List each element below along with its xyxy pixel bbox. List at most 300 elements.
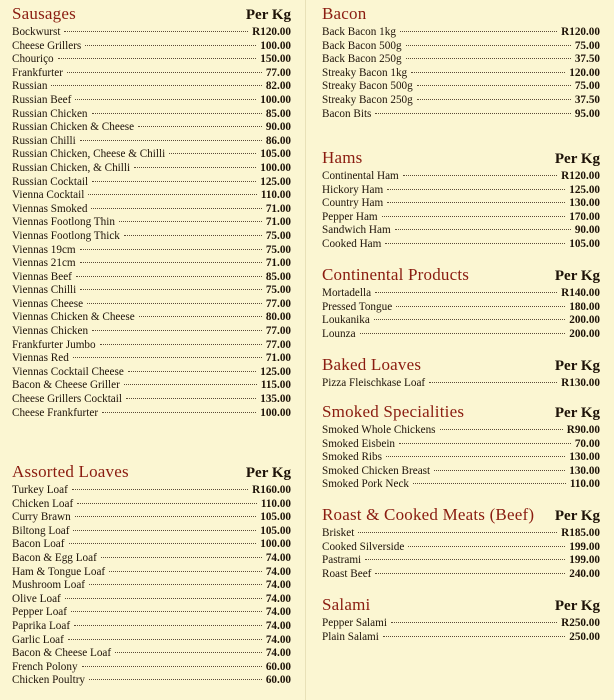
item-price: 74.00: [265, 592, 291, 605]
menu-item-row: [322, 94, 600, 108]
dot-leader: [403, 175, 557, 176]
dot-leader: [58, 58, 257, 59]
item-name: Bockwurst: [12, 26, 61, 38]
dot-leader: [383, 636, 565, 637]
menu-item-row: [12, 511, 291, 525]
section-title: Sausages: [12, 4, 76, 23]
item-price: 75.00: [574, 39, 600, 52]
dot-leader: [82, 666, 262, 667]
item-price: 90.00: [574, 224, 600, 237]
menu-item-row: [12, 393, 291, 407]
item-price: 80.00: [265, 311, 291, 324]
section-roast-cooked-meats: [322, 505, 600, 581]
item-name: Russian Cocktail: [12, 175, 89, 188]
dot-leader: [400, 31, 557, 32]
dot-leader: [65, 598, 262, 599]
dot-leader: [64, 31, 248, 32]
dot-leader: [128, 371, 256, 372]
item-price: 130.00: [569, 197, 600, 210]
item-price: 250.00: [569, 630, 600, 643]
item-name: Smoked Whole Chickens: [322, 424, 436, 436]
item-name: Viennas 21cm: [12, 257, 76, 270]
item-name: Pepper Loaf: [12, 606, 67, 619]
item-price: 90.00: [265, 121, 291, 134]
item-name: Russian Chicken, Cheese & Chilli: [12, 148, 166, 161]
item-price: 115.00: [260, 379, 291, 392]
item-name: Viennas Cocktail Cheese: [12, 365, 124, 378]
item-name: Smoked Pork Neck: [322, 478, 410, 491]
item-name: Pepper Salami: [322, 617, 387, 629]
item-price: 77.00: [265, 66, 291, 79]
dot-leader: [80, 140, 262, 141]
menu-item-row: [322, 527, 600, 541]
menu-item-row: [322, 170, 600, 184]
item-name: Viennas Footlong Thick: [12, 229, 120, 242]
item-price: 105.00: [260, 148, 291, 161]
item-price: 130.00: [569, 464, 600, 477]
dot-leader: [68, 639, 262, 640]
dot-leader: [408, 546, 565, 547]
per-kg-label: Per Kg: [554, 598, 600, 614]
item-name: Streaky Bacon 1kg: [322, 66, 408, 79]
dot-leader: [126, 398, 256, 399]
menu-item-row: [12, 94, 291, 108]
menu-item-row: [12, 176, 291, 190]
item-name: Viennas Beef: [12, 270, 72, 283]
dot-leader: [51, 85, 261, 86]
per-kg-label: Per Kg: [554, 358, 600, 374]
item-price: 82.00: [265, 80, 291, 93]
dot-leader: [119, 221, 262, 222]
menu-item-row: [322, 631, 600, 645]
item-name: Viennas Red: [12, 352, 69, 365]
item-price: 100.00: [260, 161, 291, 174]
dot-leader: [382, 216, 566, 217]
item-name: Viennas Smoked: [12, 202, 88, 215]
menu-item-row: [12, 80, 291, 94]
dot-leader: [115, 652, 262, 653]
per-kg-label: Per Kg: [554, 151, 600, 167]
menu-item-row: [12, 661, 291, 675]
item-price: 75.00: [265, 284, 291, 297]
dot-leader: [138, 126, 262, 127]
per-kg-label: Per Kg: [245, 465, 291, 481]
menu-item-row: [322, 211, 600, 225]
item-price: 71.00: [265, 202, 291, 215]
item-name: Viennas Cheese: [12, 297, 84, 310]
item-name: Cooked Ham: [322, 237, 382, 250]
dot-leader: [102, 412, 256, 413]
menu-item-row: [12, 379, 291, 393]
item-price: 199.00: [569, 540, 600, 553]
dot-leader: [72, 489, 248, 490]
item-name: Turkey Loaf: [12, 484, 68, 496]
item-price: 70.00: [574, 437, 600, 450]
dot-leader: [100, 344, 262, 345]
item-price: R130.00: [561, 377, 600, 389]
item-name: Mortadella: [322, 287, 372, 299]
dot-leader: [91, 208, 261, 209]
menu-item-row: [12, 674, 291, 688]
item-price: 74.00: [265, 551, 291, 564]
item-price: 77.00: [265, 297, 291, 310]
menu-item-row: [322, 314, 600, 328]
per-kg-label: Per Kg: [554, 268, 600, 284]
item-name: Bacon & Cheese Griller: [12, 379, 120, 392]
dot-leader: [391, 622, 557, 623]
item-price: 71.00: [265, 352, 291, 365]
item-price: 125.00: [260, 175, 291, 188]
item-name: Cheese Grillers: [12, 39, 82, 52]
item-price: 180.00: [569, 300, 600, 313]
item-price: 150.00: [260, 53, 291, 66]
item-price: 74.00: [265, 565, 291, 578]
menu-item-row: [322, 554, 600, 568]
dot-leader: [440, 429, 563, 430]
dot-leader: [75, 516, 257, 517]
item-price: 110.00: [260, 497, 291, 510]
menu-item-row: [322, 80, 600, 94]
menu-item-row: [12, 606, 291, 620]
dot-leader: [387, 202, 565, 203]
item-name: Viennas 19cm: [12, 243, 76, 256]
dot-leader: [85, 45, 256, 46]
item-price: R120.00: [561, 26, 600, 38]
item-name: Pepper Ham: [322, 210, 378, 223]
item-price: 100.00: [260, 39, 291, 52]
dot-leader: [92, 181, 256, 182]
item-price: 110.00: [569, 478, 600, 491]
item-price: 74.00: [265, 606, 291, 619]
menu-item-row: [12, 67, 291, 81]
dot-leader: [92, 330, 262, 331]
dot-leader: [139, 316, 262, 317]
item-name: Viennas Chilli: [12, 284, 77, 297]
item-price: 75.00: [265, 243, 291, 256]
section-header: [322, 595, 600, 617]
section-header: [322, 402, 600, 424]
menu-item-row: [322, 568, 600, 582]
menu-item-row: [12, 593, 291, 607]
item-price: 135.00: [260, 393, 291, 406]
menu-item-row: [12, 189, 291, 203]
section-continental-products: [322, 265, 600, 341]
item-price: 37.50: [574, 53, 600, 66]
menu-item-row: [12, 634, 291, 648]
item-price: R120.00: [561, 170, 600, 182]
item-price: 110.00: [260, 189, 291, 202]
section-header: [12, 462, 291, 484]
item-price: 100.00: [260, 406, 291, 419]
item-name: Chicken Poultry: [12, 674, 86, 687]
item-name: Chouriço: [12, 53, 54, 66]
item-price: R250.00: [561, 617, 600, 629]
item-name: Bacon Loaf: [12, 538, 65, 551]
item-price: 130.00: [569, 451, 600, 464]
dot-leader: [87, 303, 262, 304]
menu-item-row: [12, 538, 291, 552]
menu-item-row: [12, 647, 291, 661]
dot-leader: [406, 45, 571, 46]
item-price: 75.00: [574, 80, 600, 93]
item-price: 170.00: [569, 210, 600, 223]
dot-leader: [417, 85, 571, 86]
menu-item-row: [12, 352, 291, 366]
item-price: 125.00: [260, 365, 291, 378]
dot-leader: [109, 571, 262, 572]
item-name: Streaky Bacon 250g: [322, 93, 413, 106]
item-name: Russian Chilli: [12, 134, 76, 147]
dot-leader: [365, 559, 565, 560]
menu-item-row: [12, 216, 291, 230]
menu-item-row: [12, 407, 291, 421]
dot-leader: [417, 99, 571, 100]
dot-leader: [124, 384, 257, 385]
item-name: Paprika Loaf: [12, 619, 71, 632]
section-title: Salami: [322, 595, 371, 614]
dot-leader: [385, 243, 565, 244]
item-name: Hickory Ham: [322, 183, 384, 196]
menu-item-row: [322, 541, 600, 555]
menu-item-row: [322, 224, 600, 238]
item-name: Cheese Grillers Cocktail: [12, 393, 122, 406]
item-price: 240.00: [569, 567, 600, 580]
item-price: R120.00: [252, 26, 291, 38]
dot-leader: [73, 530, 256, 531]
dot-leader: [80, 262, 262, 263]
dot-leader: [413, 483, 566, 484]
item-price: 74.00: [265, 579, 291, 592]
per-kg-label: Per Kg: [245, 7, 291, 23]
dot-leader: [406, 58, 571, 59]
dot-leader: [89, 584, 262, 585]
item-name: Olive Loaf: [12, 592, 61, 605]
dot-leader: [92, 113, 262, 114]
dot-leader: [375, 573, 565, 574]
item-price: 60.00: [265, 674, 291, 687]
item-price: R90.00: [566, 424, 600, 436]
per-kg-label: Per Kg: [554, 405, 600, 421]
item-price: 199.00: [569, 554, 600, 567]
menu-item-row: [322, 184, 600, 198]
item-price: 100.00: [260, 538, 291, 551]
menu-item-row: [12, 148, 291, 162]
dot-leader: [89, 679, 262, 680]
item-price: 105.00: [260, 524, 291, 537]
section-title: Assorted Loaves: [12, 462, 129, 481]
dot-leader: [67, 72, 262, 73]
menu-item-row: [322, 301, 600, 315]
item-price: 86.00: [265, 134, 291, 147]
item-name: Mushroom Loaf: [12, 579, 86, 592]
menu-item-row: [12, 26, 291, 40]
item-price: R140.00: [561, 287, 600, 299]
item-price: 77.00: [265, 338, 291, 351]
item-name: Biltong Loaf: [12, 524, 70, 537]
item-name: Russian Chicken: [12, 107, 88, 120]
item-name: Continental Ham: [322, 170, 399, 182]
menu-item-row: [322, 26, 600, 40]
menu-item-row: [12, 620, 291, 634]
section-header: [322, 265, 600, 287]
item-name: Vienna Cocktail: [12, 189, 85, 202]
item-name: Roast Beef: [322, 567, 372, 580]
menu-item-row: [12, 566, 291, 580]
menu-item-row: [322, 478, 600, 492]
dot-leader: [101, 557, 262, 558]
menu-item-row: [12, 298, 291, 312]
item-name: Ham & Tongue Loaf: [12, 565, 106, 578]
item-name: Russian Chicken, & Chilli: [12, 161, 131, 174]
menu-item-row: [12, 484, 291, 498]
item-name: Pastrami: [322, 554, 362, 567]
item-name: Bacon Bits: [322, 107, 372, 120]
item-name: Cheese Frankfurter: [12, 406, 99, 419]
menu-item-row: [322, 108, 600, 122]
item-name: Streaky Bacon 500g: [322, 80, 413, 93]
menu-item-row: [12, 366, 291, 380]
item-name: Chicken Loaf: [12, 497, 74, 510]
dot-leader: [374, 319, 565, 320]
menu-item-row: [12, 53, 291, 67]
item-name: Plain Salami: [322, 630, 379, 643]
item-price: 200.00: [569, 314, 600, 327]
item-price: 105.00: [569, 237, 600, 250]
dot-leader: [386, 456, 565, 457]
section-title: Hams: [322, 148, 363, 167]
item-price: 74.00: [265, 619, 291, 632]
item-name: Pizza Fleischkase Loaf: [322, 377, 426, 389]
item-price: 200.00: [569, 327, 600, 340]
section-title: Roast & Cooked Meats (Beef): [322, 505, 535, 524]
item-price: 77.00: [265, 325, 291, 338]
section-salami: [322, 595, 600, 644]
dot-leader: [76, 276, 262, 277]
item-price: 74.00: [265, 647, 291, 660]
menu-item-row: [12, 108, 291, 122]
dot-leader: [411, 72, 565, 73]
item-name: Cooked Silverside: [322, 540, 405, 553]
dot-leader: [358, 532, 557, 533]
menu-item-row: [12, 339, 291, 353]
item-name: Smoked Eisbein: [322, 437, 396, 450]
item-price: 120.00: [569, 66, 600, 79]
section-sausages: [12, 4, 291, 420]
item-name: Back Bacon 250g: [322, 53, 402, 66]
dot-leader: [134, 167, 256, 168]
item-price: 60.00: [265, 660, 291, 673]
item-name: Frankfurter: [12, 66, 63, 79]
section-assorted-loaves: [12, 462, 291, 688]
column-divider: [305, 0, 306, 700]
section-header: [12, 4, 291, 26]
dot-leader: [74, 625, 262, 626]
menu-item-row: [322, 377, 600, 391]
menu-item-row: [322, 617, 600, 631]
item-name: Viennas Chicken & Cheese: [12, 311, 135, 324]
section-hams: [322, 148, 600, 252]
item-name: Curry Brawn: [12, 511, 71, 524]
item-name: Russian Beef: [12, 93, 72, 106]
item-price: 71.00: [265, 216, 291, 229]
dot-leader: [80, 289, 262, 290]
menu-item-row: [12, 162, 291, 176]
menu-item-row: [12, 121, 291, 135]
menu-item-row: [12, 311, 291, 325]
section-header: [322, 505, 600, 527]
menu-item-row: [12, 40, 291, 54]
menu-item-row: [12, 271, 291, 285]
menu-item-row: [12, 230, 291, 244]
dot-leader: [434, 470, 565, 471]
menu-item-row: [322, 328, 600, 342]
item-name: Viennas Footlong Thin: [12, 216, 115, 229]
section-title: Baked Loaves: [322, 355, 422, 374]
item-name: Smoked Chicken Breast: [322, 464, 431, 477]
menu-item-row: [12, 203, 291, 217]
item-price: 75.00: [265, 229, 291, 242]
item-price: 74.00: [265, 633, 291, 646]
dot-leader: [360, 333, 566, 334]
dot-leader: [80, 249, 262, 250]
section-title: Continental Products: [322, 265, 470, 284]
item-price: R185.00: [561, 527, 600, 539]
dot-leader: [396, 306, 565, 307]
item-name: Viennas Chicken: [12, 325, 89, 338]
menu-item-row: [322, 465, 600, 479]
menu-item-row: [12, 135, 291, 149]
section-title: Bacon: [322, 4, 367, 23]
menu-item-row: [322, 451, 600, 465]
item-name: Frankfurter Jumbo: [12, 338, 96, 351]
section-header: [322, 355, 600, 377]
section-header: [322, 148, 600, 170]
dot-leader: [399, 443, 571, 444]
menu-item-row: [12, 498, 291, 512]
menu-item-row: [12, 579, 291, 593]
menu-item-row: [322, 197, 600, 211]
item-name: Russian: [12, 80, 48, 93]
item-price: 85.00: [265, 107, 291, 120]
item-name: Back Bacon 500g: [322, 39, 402, 52]
item-price: R160.00: [252, 484, 291, 496]
menu-item-row: [322, 287, 600, 301]
menu-item-row: [12, 325, 291, 339]
item-name: Russian Chicken & Cheese: [12, 121, 135, 134]
menu-item-row: [322, 238, 600, 252]
dot-leader: [387, 189, 565, 190]
item-price: 95.00: [574, 107, 600, 120]
dot-leader: [375, 113, 570, 114]
menu-item-row: [12, 244, 291, 258]
item-name: Brisket: [322, 527, 355, 539]
item-name: Country Ham: [322, 197, 384, 210]
item-name: Sandwich Ham: [322, 224, 391, 237]
item-name: Bacon & Egg Loaf: [12, 551, 97, 564]
dot-leader: [77, 503, 257, 504]
item-name: Back Bacon 1kg: [322, 26, 396, 38]
menu-item-row: [12, 257, 291, 271]
dot-leader: [395, 229, 571, 230]
item-name: Loukanika: [322, 314, 370, 327]
dot-leader: [75, 99, 256, 100]
section-bacon: [322, 4, 600, 121]
menu-item-row: [12, 552, 291, 566]
dot-leader: [69, 543, 257, 544]
item-name: Bacon & Cheese Loaf: [12, 647, 112, 660]
item-price: 71.00: [265, 257, 291, 270]
dot-leader: [169, 153, 256, 154]
